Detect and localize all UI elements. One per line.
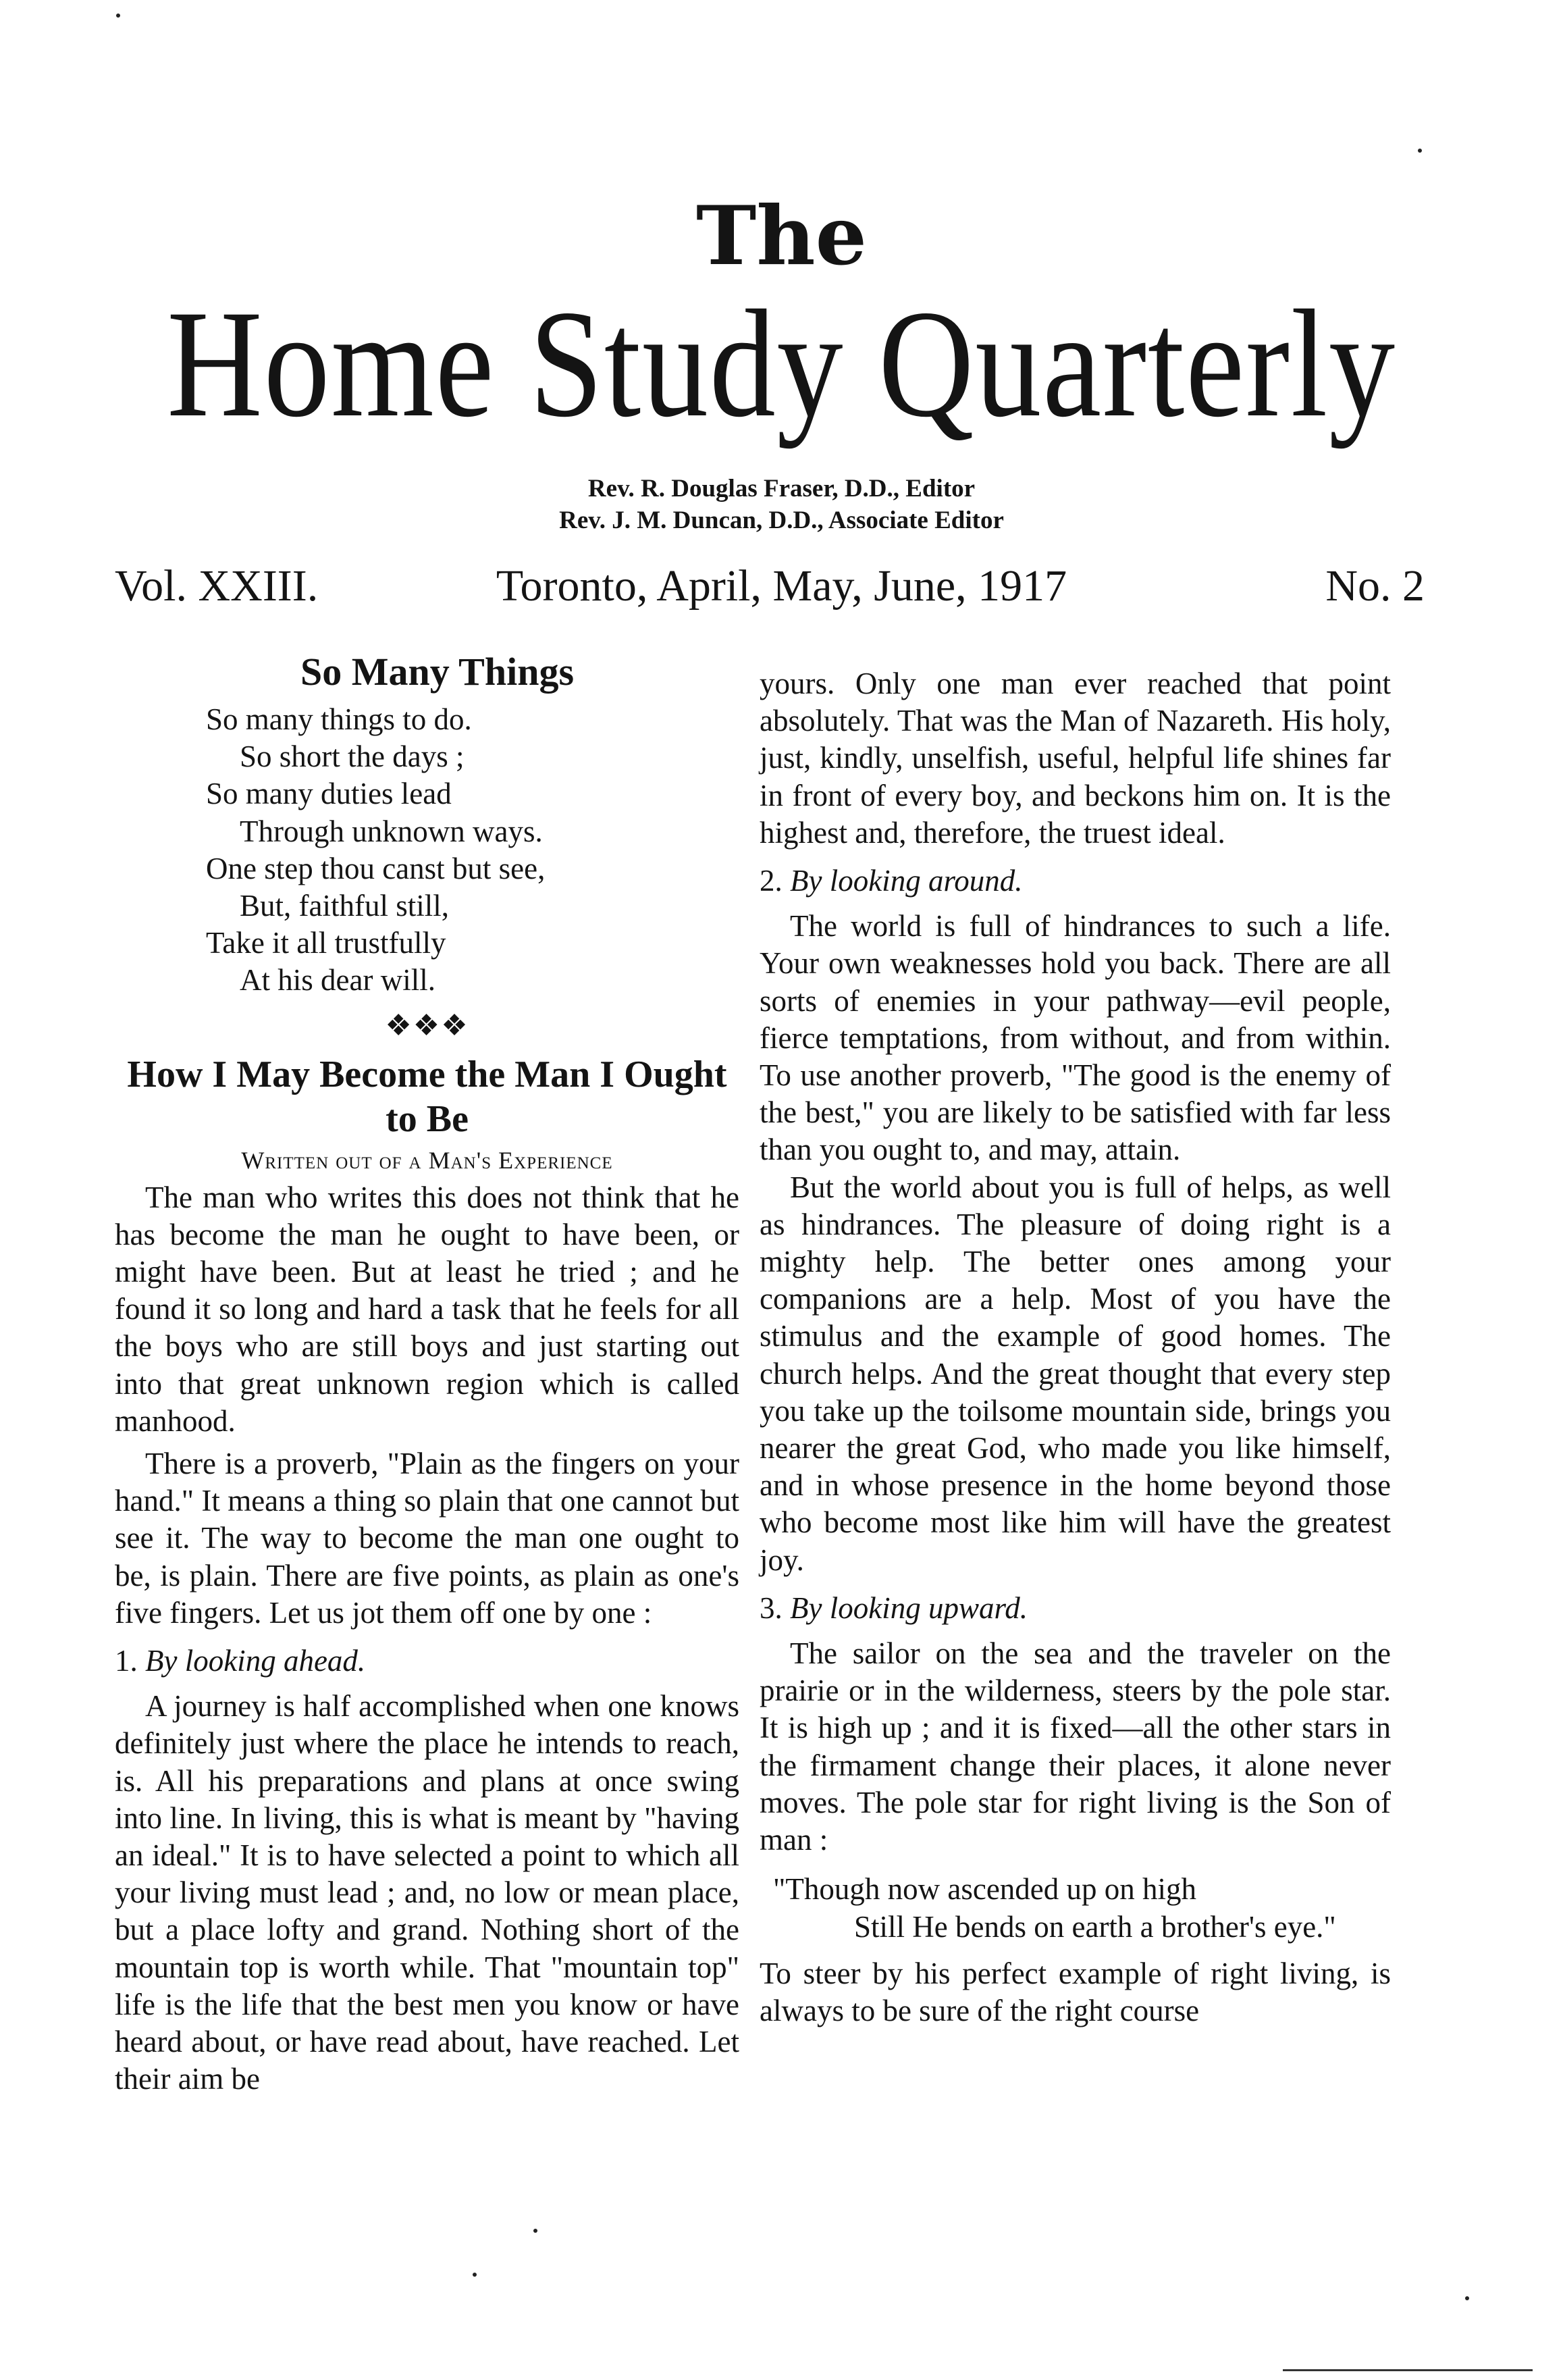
article-paragraph: A journey is half accomplished when one knows definitely just where the place he intends to reach, is. All his preparations and plans at once swing into line. In living, this is what is meant by "having an ideal." It is to have selected a point to which all your living must lead ; and, no low or mean place, but a place lofty and grand. Nothing short of the mountain top is worth while. That "mountain top" life is the life that the best men you know or have heard about, or have read about, have reached. Let their aim be [115,1689,739,2096]
section-title: By looking upward. [790,1590,1028,1625]
poem-line: Through unknown ways. [240,814,543,848]
ornament-divider: ❖❖❖ [385,1008,469,1042]
editors-block [0,473,1563,536]
scan-speck [1418,149,1422,153]
poem-line: So short the days ; [240,740,465,774]
scan-speck [1465,2296,1469,2300]
section-heading-1 [115,1642,739,1680]
article-paragraph: The world is full of hindrances to such a life. Your own weaknesses hold you back. There are all sorts of enemies in your pathway—evil people, fierce temptations, from without, and from within. To use another proverb, "The good is the enemy of the best," you are likely to be satisfied with far less than you ought to, and may, attain. [760,909,1391,1167]
article-title: How I May Become the Man I Ought to Be [127,1053,727,1140]
section-heading-2 [760,862,1391,900]
scan-speck [473,2273,477,2277]
associate-editor-line: Rev. J. M. Duncan, D.D., Associate Editor [559,507,1004,534]
article-paragraph: yours. Only one man ever reached that point absolutely. That was the Man of Nazareth. His holy, just, kindly, unselfish, useful, helpful life shines far in front of every boy, and beckons him on. It is the highest and, therefore, the truest ideal. [760,667,1391,850]
section-title: By looking ahead. [145,1644,366,1678]
volume-label: Vol. XXIII. [115,561,319,611]
poem-line: At his dear will. [240,963,435,998]
section-heading-3 [760,1590,1391,1627]
poem [206,701,739,1000]
section-number: 3. [760,1590,783,1625]
article-paragraph: To steer by his perfect example of right living, is always to be sure of the right course [760,1956,1391,2027]
right-column [760,665,1391,2029]
poem-line: But, faithful still, [240,889,449,923]
poem-title: So Many Things [300,650,575,694]
poem-line: Take it all trustfully [206,926,446,960]
section-title: By looking around. [790,864,1023,898]
quote-line: Still He bends on earth a brother's eye." [854,1909,1336,1944]
scan-speck [116,14,120,18]
section-number: 1. [115,1644,138,1678]
article-paragraph: But the world about you is full of helps, as well as hindrances. The pleasure of doing right is a mighty help. The better ones among your companions are a help. Most of you have the stimulus and the example of good homes. The church helps. And the great thought that every step you take up the toilsome mountain side, brings you nearer the great God, who made you like himself, and in whose presence in the home beyond those who become most like him will have the greatest joy. [760,1170,1391,1577]
place-date-label: Toronto, April, May, June, 1917 [496,561,1067,611]
edge-rule [1283,2369,1533,2371]
scan-speck [533,2229,537,2233]
article-paragraph: There is a proverb, "Plain as the fingers on your hand." It means a thing so plain that one cannot but see it. The way to become the man one ought to be, is plain. There are five points, as plain as one's five fingers. Let us jot them off one by one : [115,1447,739,1630]
verse-quote [773,1871,1391,1945]
section-number: 2. [760,864,783,898]
article-subtitle: Written out of a Man's Experience [241,1146,613,1174]
publication-title: Home Study Quarterly [167,279,1396,449]
editor-line: Rev. R. Douglas Fraser, D.D., Editor [587,475,976,502]
quote-line: "Though now ascended up on high [773,1872,1197,1907]
masthead-the: The [696,188,867,284]
poem-line: One step thou canst but see, [206,851,546,885]
article-paragraph: The sailor on the sea and the traveler on the prairie or in the wilderness, steers by the pole star. It is high up ; and it is fixed—all the other stars in the firmament change their places, it alone never moves. The pole star for right living is the Son of man : [760,1636,1391,1857]
left-column [115,648,739,2098]
issue-number-label: No. 2 [1325,561,1425,611]
poem-line: So many duties lead [206,777,452,811]
poem-line: So many things to do. [206,702,472,736]
article-paragraph: The man who writes this does not think that he has become the man he ought to have been, or might have been. But at least he tried ; and he found it so long and hard a task that he feels for all the boys who are still boys and just starting out into that great unknown region which is called manhood. [115,1180,739,1438]
